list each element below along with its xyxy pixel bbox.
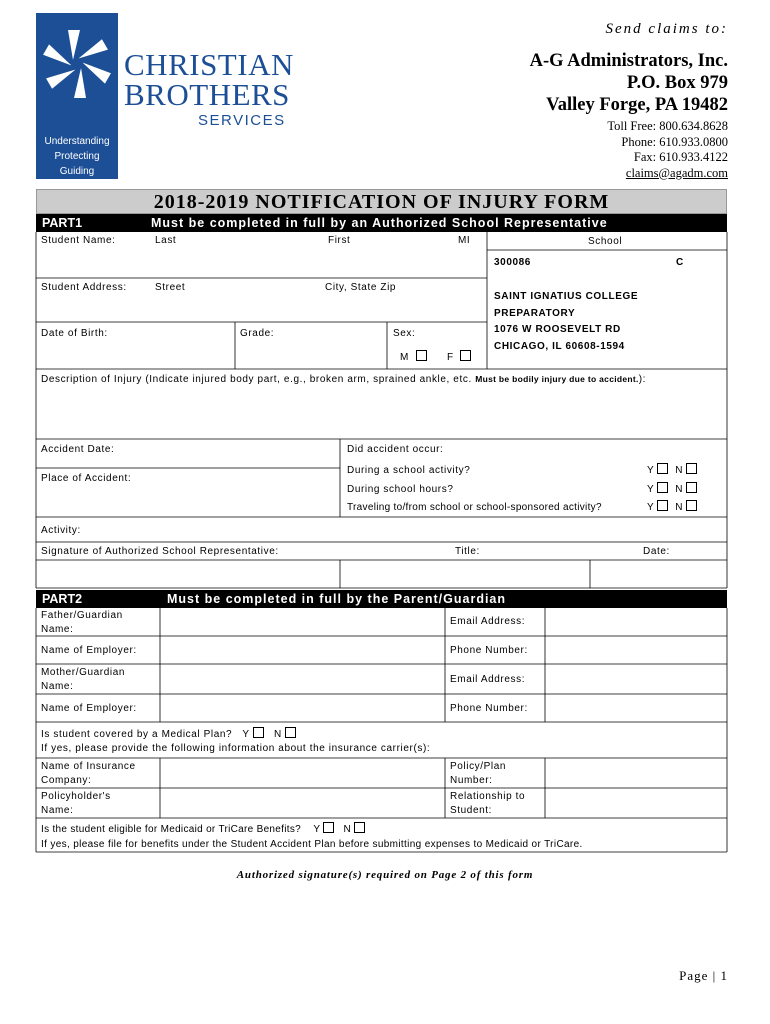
medical-plan-label: Is student covered by a Medical Plan? <box>41 729 233 740</box>
school-letter: C <box>676 257 684 268</box>
accident-date-label: Accident Date: <box>41 444 115 455</box>
activity-yes-no[interactable] <box>647 463 697 476</box>
tagline-line-3: Guiding <box>59 166 95 177</box>
student-address-label: Student Address: <box>41 282 127 293</box>
insurance-company-label <box>41 760 136 788</box>
policyholder-line-1: Policyholder's <box>41 791 111 802</box>
first-label: First <box>328 235 351 246</box>
y-label: Y <box>313 824 321 835</box>
during-activity-label: During a school activity? <box>347 465 471 476</box>
policy-number-line-2: Number: <box>450 775 493 786</box>
email-link[interactable]: claims@agadm.com <box>625 165 728 180</box>
mother-label-line-1: Mother/Guardian <box>41 667 126 678</box>
email-address-1-label: Email Address: <box>450 616 526 627</box>
address-line-3: Valley Forge, PA 19482 <box>546 95 728 115</box>
insurance-company-line-1: Name of Insurance <box>41 761 136 772</box>
traveling-yes-checkbox[interactable] <box>657 500 668 511</box>
signature-label: Signature of Authorized School Representative: <box>41 546 279 557</box>
y-label: Y <box>647 502 655 513</box>
school-code: 300086 <box>494 257 531 268</box>
city-state-zip-label: City, State Zip <box>325 282 397 293</box>
did-accident-occur-label: Did accident occur: <box>347 444 444 455</box>
n-label: N <box>675 502 684 513</box>
school-address-line-2: PREPARATORY <box>494 307 576 319</box>
page-number: Page | 1 <box>679 968 728 983</box>
part1-label: PART1 <box>42 216 83 230</box>
mother-name-label <box>41 666 125 694</box>
n-label: N <box>675 465 684 476</box>
n-label: N <box>675 484 684 495</box>
y-label: Y <box>242 729 250 740</box>
y-label: Y <box>647 465 655 476</box>
tagline-line-2: Protecting <box>54 151 100 162</box>
phone: Phone: 610.933.0800 <box>621 134 728 149</box>
address-line-1: A-G Administrators, Inc. <box>529 51 728 71</box>
medicaid-note: If yes, please file for benefits under the Student Accident Plan before submitting expenses to Medicaid or TriCare. <box>41 839 583 850</box>
relationship-label <box>450 790 525 818</box>
employer-1-label: Name of Employer: <box>41 645 137 656</box>
medicaid-yes-checkbox[interactable] <box>323 822 334 833</box>
school-address-line-4: CHICAGO, IL 60608-1594 <box>494 340 625 352</box>
female-label: F <box>447 352 454 363</box>
medical-plan-question <box>41 727 296 740</box>
email-address-2-label: Email Address: <box>450 674 526 685</box>
grade-label: Grade: <box>240 328 275 339</box>
part2-heading: Must be completed in full by the Parent/Guardian <box>167 592 507 606</box>
activity-no-checkbox[interactable] <box>686 463 697 474</box>
relationship-line-1: Relationship to <box>450 791 526 802</box>
policyholder-line-2: Name: <box>41 805 74 816</box>
policy-number-label <box>450 760 506 788</box>
n-label: N <box>343 824 351 835</box>
injury-description-end: ): <box>638 374 647 385</box>
medical-plan-no-checkbox[interactable] <box>285 727 296 738</box>
father-label-line-2: Name: <box>41 624 74 635</box>
address-line-2: P.O. Box 979 <box>626 73 728 93</box>
brand-services: SERVICES <box>198 112 286 129</box>
insurance-company-line-2: Company: <box>41 775 92 786</box>
form-title: 2018-2019 NOTIFICATION OF INJURY FORM <box>36 189 727 214</box>
during-hours-label: During school hours? <box>347 484 454 495</box>
y-label: Y <box>647 484 655 495</box>
hours-no-checkbox[interactable] <box>686 482 697 493</box>
school-label: School <box>588 236 623 247</box>
male-checkbox[interactable] <box>416 350 427 361</box>
sex-male-option[interactable] <box>400 350 427 363</box>
male-label: M <box>400 352 409 363</box>
phone-1-label: Phone Number: <box>450 645 528 656</box>
sex-label: Sex: <box>393 328 416 339</box>
student-name-label: Student Name: <box>41 235 116 246</box>
medical-plan-yes-checkbox[interactable] <box>253 727 264 738</box>
street-label: Street <box>155 282 186 293</box>
school-address-line-1: SAINT IGNATIUS COLLEGE <box>494 291 639 302</box>
title-label: Title: <box>455 546 480 557</box>
hours-yes-checkbox[interactable] <box>657 482 668 493</box>
brand-name-line-1: CHRISTIAN <box>124 47 294 82</box>
injury-description-bold: Must be bodily injury due to accident. <box>475 374 639 384</box>
tagline-line-1: Understanding <box>44 136 110 147</box>
part1-heading: Must be completed in full by an Authorized School Representative <box>151 216 608 230</box>
brand-name-line-2: BROTHERS <box>124 77 290 112</box>
employer-2-label: Name of Employer: <box>41 703 137 714</box>
relationship-line-2: Student: <box>450 805 493 816</box>
activity-label: Activity: <box>41 525 81 536</box>
injury-description-label <box>41 374 646 385</box>
n-label: N <box>273 729 282 740</box>
policy-number-line-1: Policy/Plan <box>450 761 507 772</box>
phone-2-label: Phone Number: <box>450 703 528 714</box>
part2-label: PART2 <box>42 592 83 606</box>
toll-free: Toll Free: 800.634.8628 <box>607 119 728 133</box>
policyholder-name-label <box>41 790 111 818</box>
traveling-no-checkbox[interactable] <box>686 500 697 511</box>
send-claims-label: Send claims to: <box>605 21 728 37</box>
hours-yes-no[interactable] <box>647 482 697 495</box>
last-label: Last <box>155 235 177 246</box>
medicaid-label: Is the student eligible for Medicaid or TriCare Benefits? <box>41 824 301 835</box>
father-label-line-1: Father/Guardian <box>41 610 123 621</box>
fax: Fax: 610.933.4122 <box>633 150 728 164</box>
school-address <box>494 289 638 355</box>
medicaid-question <box>41 822 365 835</box>
signature-footnote: Authorized signature(s) required on Page 2 of this form <box>236 869 534 881</box>
place-of-accident-label: Place of Accident: <box>41 473 132 484</box>
date-label: Date: <box>643 546 670 557</box>
insurance-carrier-instruction: If yes, please provide the following information about the insurance carrier(s): <box>41 743 431 754</box>
injury-description-text: Description of Injury (Indicate injured body part, e.g., broken arm, sprained ankle, etc. <box>41 374 472 385</box>
activity-yes-checkbox[interactable] <box>657 463 668 474</box>
mother-label-line-2: Name: <box>41 681 74 692</box>
traveling-yes-no[interactable] <box>647 500 697 513</box>
dob-label: Date of Birth: <box>41 328 108 339</box>
school-address-line-3: 1076 W ROOSEVELT RD <box>494 324 621 335</box>
sex-female-option[interactable] <box>447 350 471 363</box>
traveling-label: Traveling to/from school or school-sponsored activity? <box>347 502 602 513</box>
father-name-label <box>41 609 123 637</box>
female-checkbox[interactable] <box>460 350 471 361</box>
medicaid-no-checkbox[interactable] <box>354 822 365 833</box>
mi-label: MI <box>458 235 471 246</box>
